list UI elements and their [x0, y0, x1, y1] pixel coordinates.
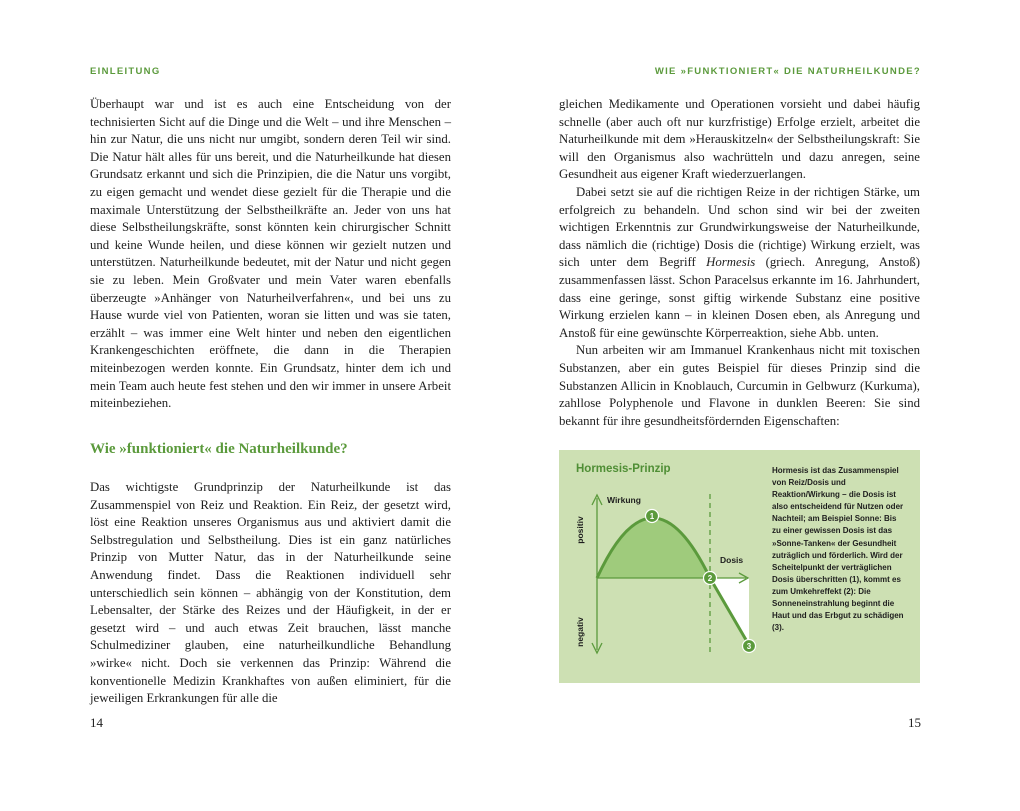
marker-3-label: 3	[746, 642, 752, 651]
running-head-left: EINLEITUNG	[90, 66, 161, 77]
page-number-left: 14	[90, 715, 103, 730]
figure-title: Hormesis-Prinzip	[576, 463, 671, 475]
body-paragraph: Das wichtigste Grundprinzip der Naturheilkunde ist das Zusammenspiel von Reiz und Reaktion. Ein Reiz, der gesetzt wird, löst eine Reaktion unseres Organismus aus und aktiviert damit die Selbstregulation und Selbstheilung. Dies ist ein ganz natürliches Prinzip von Mutter Natur, das in der Naturheilkunde seine Anwendung findet. Dass die Reaktionen individuell sehr unterschiedlich sein können – abhängig von der Konstitution, dem Lebensalter, der Stärke des Reizes und der Häufigkeit, in der er gesetzt wird – und auch etwas Zeit brauchen, lässt manche Schulmediziner glauben, eine naturheilkundliche Behandlung »wirke« nicht. Doch sie verkennen das Prinzip: Während die konventionelle Medizin Krankhaftes von außen eliminiert, für die jeweiligen Erkrankungen für alle die	[90, 480, 451, 706]
text-span: (griech. Anregung, Anstoß) zusammenfassen lässt. Schon Paracelsus erkannte im 16. Jahrhundert, dass eine geringe, sonst giftig wirkende Substanz eine positive Wirkung erzielen kann – in kleinen Dosen eben, als Anregung und Anstoß für eine gewünschte Körperreaktion, siehe Abb. unten.	[559, 255, 920, 340]
figure-caption: Hormesis ist das Zusammenspiel von Reiz/Dosis und Reaktion/Wirkung – die Dosis ist also entscheidend für Nutzen oder Nachteil; am Beispiel Sonne: Bis zu einer gewissen Dosis ist das »Sonne-Tanken« der Gesundheit zuträglich und förderlich. Wird der Scheitelpunkt der verträglichen Dosis überschritten (1), kommt es zum Umkehreffekt (2): Die Sonneneinstrahlung beginnt die Haut und das Erbgut zu schädigen (3).	[772, 466, 904, 633]
marker-2	[704, 572, 717, 585]
body-paragraph	[559, 184, 920, 342]
hormesis-figure	[559, 450, 920, 683]
axis-label-negative: negativ	[575, 617, 585, 647]
section-heading: Wie »funktioniert« die Naturheilkunde?	[90, 441, 348, 457]
body-paragraph: gleichen Medikamente und Operationen vorsieht und dabei häufig schnelle (aber auch oft nur kurzfristige) Erfolge erzielt, arbeitet die Naturheilkunde mit dem »Herauskitzeln« der Selbstheilungskraft: Sie will den Organismus also wachrütteln und dazu anregen, seine Gesundheit aus eigener Kraft wiederzuerlangen.	[559, 97, 920, 182]
running-head-right: WIE »FUNKTIONIERT« DIE NATURHEILKUNDE?	[654, 66, 921, 77]
marker-1-label: 1	[649, 512, 655, 521]
body-paragraph: Überhaupt war und ist es auch eine Entscheidung von der technisierten Sicht auf die Dinge und die Welt – und ihre Menschen – hin zur Natur, die uns nicht nur umgibt, sondern deren Teil wir sind. Die Natur hält alles für uns bereit, und die Naturheilkunde hat diesen Grundsatz erkannt und sich die Prinzipien, die die Natur uns vorgibt, zu eigen gemacht und wendet diese gezielt für die Therapie und die maximale Unterstützung der Selbstheilkräfte an. Jeder von uns hat diese Selbstheilungskräfte, sonst könnten kein chirurgischer Schnitt und keine Wunde heilen, und diese können wir gezielt nutzen und unterstützen. Naturheilkunde bedeutet, mit der Natur und nicht gegen sie zu leben. Mein Großvater und mein Vater waren ebenfalls überzeugte »Anhänger von Naturheilverfahren«, und bei uns zu Hause wurde viel von Patienten, woran sie litten und was sie taten, erzählt – was immer eine Welt hinter und neben den eigentlichen Krankengeschichten eröffnete, die dann in die Therapien miteinbezogen werden konnte. Ein Grundsatz, hinter dem ich und mein Team auch heute fest stehen und den wir immer in unsere Arbeit miteinbeziehen.	[90, 97, 451, 411]
left-column-text-2	[90, 479, 451, 708]
marker-1	[646, 510, 659, 523]
page-number-right: 15	[908, 715, 921, 730]
italic-term: Hormesis	[706, 255, 756, 270]
marker-3	[743, 640, 756, 653]
body-paragraph: Nun arbeiten wir am Immanuel Krankenhaus nicht mit toxischen Substanzen, aber ein gutes Beispiel für dieses Prinzip sind die Substanzen Allicin in Knoblauch, Curcumin in Gelbwurz (Kurkuma), zahllose Polyphenole und Flavone in dunklen Beeren: Sie sind bekannt für ihre gesundheitsfördernden Eigenschaften:	[559, 343, 920, 428]
right-column-text	[559, 96, 920, 430]
label-dose: Dosis	[720, 555, 744, 565]
axis-label-positive: positiv	[575, 516, 585, 544]
marker-2-label: 2	[707, 574, 713, 583]
label-effect: Wirkung	[607, 495, 641, 505]
left-column-text	[90, 96, 451, 413]
text-span: Dabei setzt sie auf die richtigen Reize in der richtigen Stärke, um erfolgreich zu behandeln. Und schon sind wir bei der zweiten wichtigen Erkenntnis zur Grundwirkungsweise der Naturheilkunde, dass nämlich die (richtige) Dosis die (richtige) Wirkung erzielt, was sich unter dem Begriff	[559, 184, 920, 270]
